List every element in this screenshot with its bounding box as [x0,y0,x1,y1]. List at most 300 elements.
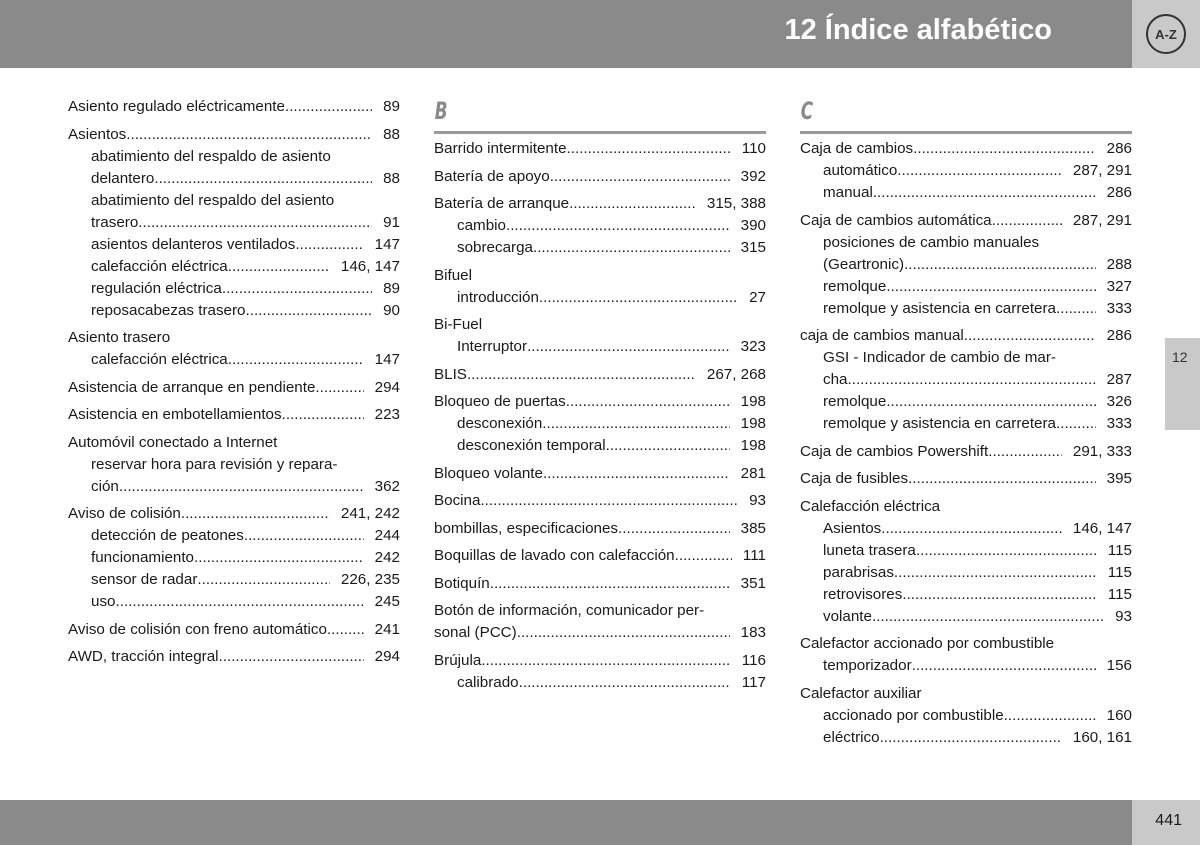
entry-text: remolque [823,393,887,410]
index-subentry[interactable] [800,584,1132,606]
entry-text: luneta trasera [823,541,916,559]
index-subentry[interactable] [68,234,400,256]
entry-text: desconexión [457,415,543,432]
index-subentry[interactable] [800,705,1132,727]
page-reference[interactable]: 327 [1106,277,1132,295]
dot-leader [519,672,731,694]
dot-leader [880,727,1062,749]
page-reference[interactable]: 89 [383,98,400,115]
entry-text: Asistencia de arranque en pendiente [68,378,316,396]
dot-leader [569,193,696,215]
index-term[interactable] [800,210,1132,232]
page-reference[interactable]: 27 [749,288,766,306]
dot-leader [566,391,730,413]
section-letter-heading [434,96,766,134]
index-term[interactable] [800,138,1132,160]
index-entry [434,314,766,358]
dot-leader [618,518,730,540]
entry-text: calefacción eléctrica [91,257,228,275]
entry-text: volante [823,607,872,625]
index-entry [68,432,400,498]
dot-leader [543,463,730,485]
index-entry [68,619,400,641]
index-subentry[interactable] [68,212,400,234]
index-entry [800,325,1132,435]
index-entry [434,518,766,540]
entry-text: temporizador [823,657,912,674]
entry-text: Interruptor [457,338,528,355]
page-reference[interactable]: 281 [740,464,766,482]
entry-text: reposacabezas trasero [91,301,246,319]
page-reference[interactable]: 226, 235 [340,571,400,588]
index-column-c [800,96,1132,749]
page-reference[interactable]: 160 [1106,706,1132,724]
entry-text: Aviso de colisión con freno automático [68,620,327,638]
entry-text: cambio [457,217,506,234]
index-term[interactable] [434,463,766,485]
entry-text: Brújula [434,651,482,669]
dot-leader [228,256,330,278]
page-reference[interactable]: 110 [741,140,766,157]
footer-bar [0,800,1132,845]
dot-leader [542,413,729,435]
index-subentry[interactable] [68,278,400,300]
entry-text: calefacción eléctrica [91,351,228,368]
entry-text: (Geartronic) [823,255,905,273]
page-reference[interactable]: 89 [383,279,400,297]
index-entry [800,468,1132,490]
dot-leader [506,215,730,237]
dot-leader [295,234,363,256]
index-subentry[interactable] [800,540,1132,562]
dot-leader [964,325,1096,347]
index-term[interactable] [434,193,766,215]
page-reference[interactable]: 111 [742,547,766,564]
index-term[interactable] [68,404,400,426]
page-reference[interactable]: 115 [1107,585,1132,603]
index-subentry [800,232,1132,254]
entry-text: Calefactor accionado por combustible [800,635,1055,652]
page-reference[interactable]: 267, 268 [706,365,766,383]
entry-text: accionado por combustible [823,706,1004,724]
entry-text: Bloqueo de puertas [434,393,566,410]
index-subentry[interactable] [68,591,400,613]
entry-text: trasero [91,213,139,231]
entry-text: retrovisores [823,585,903,603]
dot-leader [908,468,1096,490]
index-entry [434,600,766,644]
entry-text: Aviso de colisión [68,505,181,522]
dot-leader [894,562,1097,584]
dot-leader [675,545,732,567]
index-column-a [68,96,400,668]
index-entry [434,166,766,188]
page-reference[interactable]: 333 [1106,299,1132,317]
index-entry [434,573,766,595]
index-column-b [434,96,766,694]
index-subentry[interactable] [800,276,1132,298]
index-term[interactable] [434,391,766,413]
page-reference[interactable]: 198 [740,415,766,432]
index-entry [434,138,766,160]
page-reference[interactable]: 156 [1106,657,1132,674]
dot-leader [181,503,330,525]
index-subentry [68,146,400,168]
dot-leader [244,525,364,547]
dot-leader [912,655,1096,677]
dot-leader [282,404,364,426]
dot-leader [567,138,731,160]
index-subentry[interactable] [434,215,766,237]
index-term [800,683,1132,705]
entry-text: introducción [457,288,539,306]
page-reference[interactable]: 242 [374,549,400,566]
index-term[interactable] [434,622,766,644]
dot-leader [154,168,372,190]
index-term[interactable] [68,503,400,525]
chapter-tab-label: 12 [1172,349,1188,365]
index-term[interactable] [434,573,766,595]
chapter-tab[interactable] [1165,338,1200,430]
entry-text: Asientos [823,519,882,537]
entry-text: regulación eléctrica [91,279,222,297]
index-entry [434,490,766,512]
index-subentry[interactable] [434,237,766,259]
dot-leader [1004,705,1096,727]
page-reference[interactable]: 286 [1106,327,1132,344]
entry-text: manual [823,184,873,201]
page-reference[interactable]: 116 [741,651,766,669]
dot-leader [916,540,1097,562]
index-term[interactable] [800,468,1132,490]
entry-text: detección de peatones [91,527,244,544]
index-entry [434,650,766,694]
page-reference[interactable]: 385 [740,519,766,537]
index-subentry[interactable] [800,606,1132,628]
page-reference[interactable]: 390 [740,217,766,234]
entry-text: abatimiento del respaldo del asiento [91,191,335,209]
entry-text: Bi-Fuel [434,316,483,333]
entry-text: funcionamiento [91,549,195,566]
entry-text: desconexión temporal [457,437,606,454]
page-reference[interactable]: 93 [749,492,766,509]
page-reference[interactable]: 241 [374,620,400,638]
dot-leader [886,276,1095,298]
page-reference[interactable]: 326 [1106,393,1132,410]
page-reference[interactable]: 286 [1106,184,1132,201]
page-reference[interactable]: 395 [1106,470,1132,487]
page-reference[interactable]: 146, 147 [340,257,400,275]
entry-text: Asiento regulado eléctricamente [68,98,285,115]
index-subentry[interactable] [800,254,1132,276]
entry-text: Caja de fusibles [800,470,909,487]
index-subentry [68,454,400,476]
entry-text: Automóvil conectado a Internet [68,433,278,451]
entry-text: asientos delanteros ventilados [91,235,296,253]
index-term [434,265,766,287]
index-subentry[interactable] [800,562,1132,584]
index-subentry[interactable] [800,413,1132,435]
page-reference[interactable]: 117 [741,673,766,691]
entry-text: automático [823,162,898,179]
index-term [68,432,400,454]
index-term[interactable] [434,545,766,567]
entry-text: caja de cambios manual [800,327,964,344]
index-entry [434,265,766,309]
index-subentry[interactable] [434,287,766,309]
entry-text: Barrido intermitente [434,140,567,157]
entry-text: parabrisas [823,563,894,581]
entry-text: remolque y asistencia en carretera [823,415,1056,432]
dot-leader [315,377,363,399]
index-subentry[interactable] [68,256,400,278]
index-term[interactable] [434,650,766,672]
index-subentry[interactable] [800,160,1132,182]
index-term[interactable] [800,441,1132,463]
page-reference[interactable]: 333 [1106,415,1132,432]
index-subentry[interactable] [800,182,1132,204]
entry-text: Bloqueo volante [434,464,543,482]
page-reference[interactable]: 323 [740,338,766,355]
page-number: 441 [1155,812,1182,829]
page-reference[interactable]: 288 [1106,255,1132,273]
entry-text: Calefactor auxiliar [800,684,922,702]
index-subentry[interactable] [434,672,766,694]
page-reference[interactable]: 88 [383,125,400,143]
entry-text: Caja de cambios Powershift [800,442,989,460]
index-entry [434,364,766,386]
dot-leader [126,124,372,146]
dot-leader [222,278,372,300]
entry-text: Botón de información, comunicador per- [434,602,705,619]
page-reference[interactable]: 315, 388 [706,195,766,212]
index-term[interactable] [68,96,400,118]
entry-text: sensor de radar [91,571,198,588]
entry-text: abatimiento del respaldo de asiento [91,147,331,165]
dot-leader [881,518,1062,540]
entry-text: Asistencia en embotellamientos [68,406,282,423]
index-term[interactable] [434,138,766,160]
page-reference[interactable]: 91 [383,213,400,231]
a-z-icon: A-Z [1146,14,1186,54]
index-term [434,600,766,622]
index-entry [68,327,400,371]
page-reference[interactable]: 88 [383,169,400,187]
page-reference[interactable]: 287, 291 [1072,162,1132,179]
page-reference[interactable]: 315 [740,239,766,256]
index-entry [800,683,1132,749]
entry-text: Bifuel [434,266,472,284]
entry-text: Batería de apoyo [434,167,550,185]
header-badge [1132,0,1200,68]
page-reference[interactable]: 198 [740,393,766,410]
index-subentry [800,347,1132,369]
dot-leader [606,435,730,457]
dot-leader [138,212,372,234]
entry-text: Caja de cambios [800,140,914,157]
index-subentry[interactable] [800,655,1132,677]
index-entry [434,463,766,485]
dot-leader [988,441,1062,463]
index-subentry[interactable] [800,298,1132,320]
entry-text: Bocina [434,492,481,509]
dot-leader [1056,413,1096,435]
page-reference[interactable]: 198 [740,437,766,454]
section-letter: B [434,97,448,125]
index-subentry[interactable] [800,391,1132,413]
index-subentry[interactable] [68,168,400,190]
entry-text: uso [91,593,116,610]
page-reference[interactable]: 294 [374,648,400,665]
index-entry [68,124,400,322]
page-reference[interactable]: 351 [740,574,766,592]
dot-leader [913,138,1096,160]
page-reference[interactable]: 147 [374,235,400,253]
index-entry [68,377,400,399]
index-subentry[interactable] [434,435,766,457]
entry-text: Asientos [68,125,127,143]
index-entry [434,545,766,567]
dot-leader [533,237,730,259]
index-subentry[interactable] [68,349,400,371]
header-bar [0,0,1132,68]
dot-leader [119,476,364,498]
entry-text: Asiento trasero [68,329,171,346]
page-reference[interactable]: 245 [374,593,400,610]
index-term [800,633,1132,655]
dot-leader [327,619,364,641]
index-subentry[interactable] [68,547,400,569]
index-entry [800,633,1132,677]
dot-leader [490,573,730,595]
entry-text: ción [91,477,119,495]
index-entry [800,496,1132,628]
dot-leader [467,364,696,386]
page-reference[interactable]: 241, 242 [340,505,400,522]
dot-leader [848,369,1096,391]
dot-leader [285,96,372,118]
index-term[interactable] [800,325,1132,347]
dot-leader [228,349,364,371]
page-reference[interactable]: 291, 333 [1072,442,1132,460]
entry-text: eléctrico [823,728,880,746]
index-term [800,496,1132,518]
section-letter-heading [800,96,1132,134]
page-reference[interactable]: 183 [740,624,766,641]
index-subentry[interactable] [434,413,766,435]
entry-text: Botiquín [434,574,490,592]
index-entry [434,391,766,457]
index-term[interactable] [434,364,766,386]
section-letter: C [800,97,814,125]
dot-leader [517,622,730,644]
dot-leader [246,300,373,322]
page-reference[interactable]: 362 [374,477,400,495]
dot-leader [886,391,1095,413]
entry-text: remolque [823,277,887,295]
index-subentry[interactable] [800,727,1132,749]
index-entry [68,404,400,426]
page-reference[interactable]: 294 [374,378,400,396]
entry-text: cha [823,371,848,388]
index-entry [800,210,1132,320]
page-reference[interactable]: 160, 161 [1072,728,1132,746]
page-reference[interactable]: 115 [1107,563,1132,581]
index-subentry[interactable] [68,569,400,591]
page-reference[interactable]: 287, 291 [1072,211,1132,229]
entry-text: Boquillas de lavado con calefacción [434,547,675,564]
entry-text: bombillas, especificaciones [434,519,619,537]
index-term[interactable] [68,646,400,668]
index-entry [68,96,400,118]
entry-text: remolque y asistencia en carretera [823,299,1056,317]
entry-text: posiciones de cambio manuales [823,233,1040,251]
index-term[interactable] [434,166,766,188]
entry-text: BLIS [434,365,467,383]
page-reference[interactable]: 392 [740,167,766,185]
page-reference[interactable]: 287 [1106,371,1132,388]
index-subentry[interactable] [800,518,1132,540]
page-reference[interactable]: 115 [1107,541,1132,559]
entry-text: reservar hora para revisión y repara- [91,455,338,473]
dot-leader [480,490,738,512]
entry-text: Caja de cambios automática [800,211,992,229]
index-subentry[interactable] [68,525,400,547]
dot-leader [219,646,364,668]
dot-leader [194,547,364,569]
index-entry [434,193,766,259]
index-entry [800,441,1132,463]
index-term [68,327,400,349]
index-subentry[interactable] [434,336,766,358]
index-term [434,314,766,336]
index-subentry[interactable] [800,369,1132,391]
entry-text: calibrado [457,673,519,691]
page-reference[interactable]: 147 [374,351,400,368]
page-title: 12 Índice alfabético [784,14,1052,46]
page-reference[interactable]: 90 [383,301,400,319]
dot-leader [992,210,1062,232]
index-entry [68,503,400,613]
index-term[interactable] [434,490,766,512]
entry-text: GSI - Indicador de cambio de mar- [823,349,1056,366]
dot-leader [904,254,1096,276]
index-term[interactable] [434,518,766,540]
index-subentry[interactable] [68,476,400,498]
dot-leader [116,591,364,613]
dot-leader [873,182,1096,204]
page-reference[interactable]: 223 [374,406,400,423]
dot-leader [897,160,1062,182]
entry-text: Batería de arranque [434,195,570,212]
index-entry [800,138,1132,204]
index-entry [68,646,400,668]
index-subentry[interactable] [68,300,400,322]
page-reference[interactable]: 146, 147 [1072,519,1132,537]
page-reference[interactable]: 93 [1115,607,1132,625]
page-reference[interactable]: 286 [1106,140,1132,157]
index-term[interactable] [68,124,400,146]
dot-leader [527,336,730,358]
page-reference[interactable]: 244 [374,527,400,544]
entry-text: Calefacción eléctrica [800,497,941,515]
index-term[interactable] [68,377,400,399]
dot-leader [550,166,730,188]
dot-leader [481,650,731,672]
index-term[interactable] [68,619,400,641]
footer-page-box [1132,800,1200,845]
index-subentry [68,190,400,212]
